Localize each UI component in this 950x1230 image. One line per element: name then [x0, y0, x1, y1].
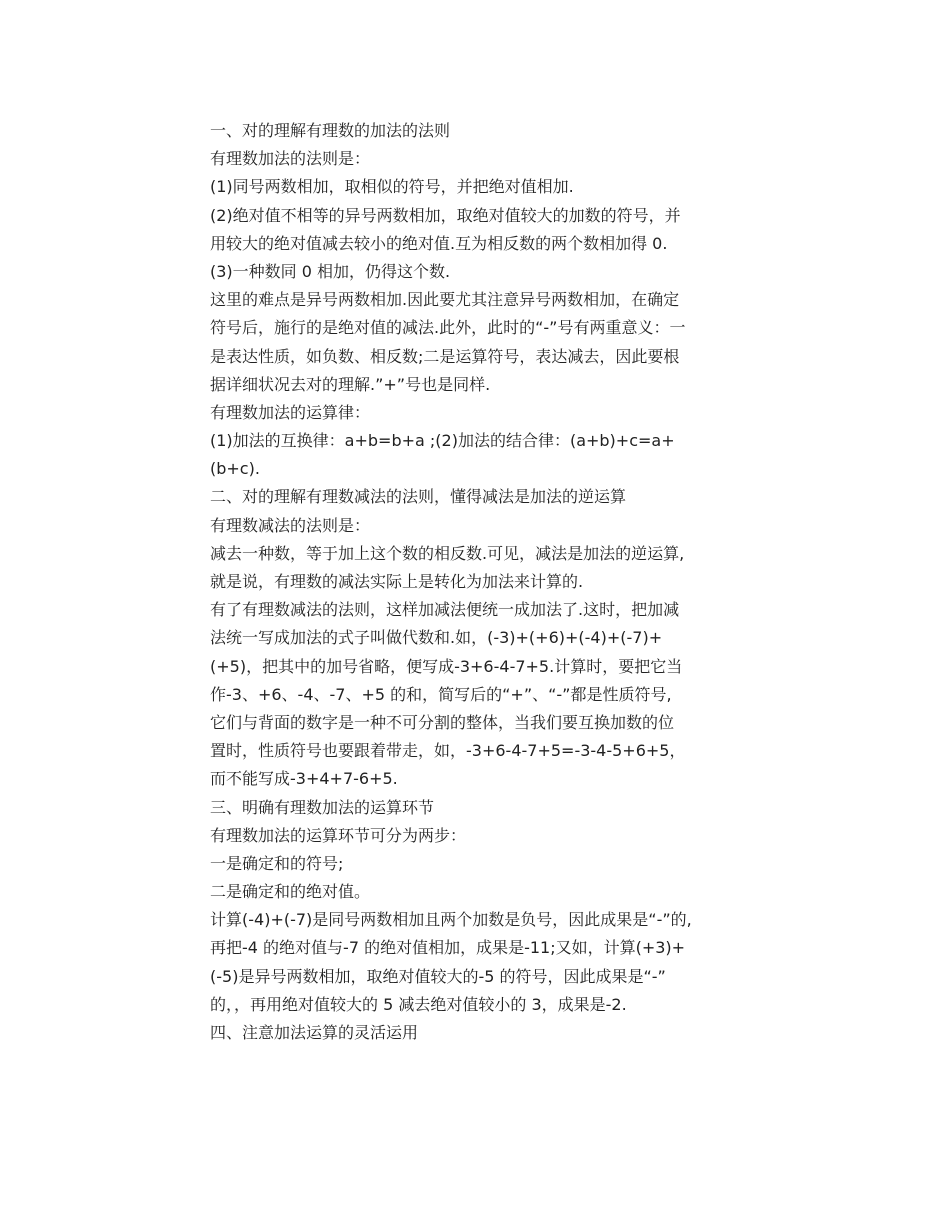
text-line: 有理数减法的法则是：: [210, 515, 371, 535]
text-line: 用较大的绝对值减去较小的绝对值.互为相反数的两个数相加得 0.: [210, 233, 668, 253]
text-line: (1)加法的互换律：a+b=b+a ;(2)加法的结合律：(a+b)+c=a+: [210, 431, 675, 451]
text-line: 减去一种数，等于加上这个数的相反数.可见，减法是加法的逆运算,: [210, 543, 685, 563]
text-line: (2)绝对值不相等的异号两数相加，取绝对值较大的加数的符号，并: [210, 205, 681, 225]
section-heading-2: 二、对的理解有理数减法的法则，懂得减法是加法的逆运算: [210, 487, 627, 507]
text-line: 有了有理数减法的法则，这样加减法便统一成加法了.这时，把加减: [210, 600, 680, 620]
text-line: 置时，性质符号也要跟着带走，如，-3+6-4-7+5=-3-4-5+6+5，: [210, 741, 686, 761]
text-line: 的，，再用绝对值较大的 5 减去绝对值较小的 3，成果是-2.: [210, 994, 627, 1014]
text-line: 据详细状况去对的理解.”+”号也是同样.: [210, 374, 491, 394]
text-line: 作-3、+6、-4、-7、+5 的和，简写后的“+”、“-”都是性质符号,: [210, 684, 672, 704]
text-line: 有理数加法的运算律：: [210, 402, 371, 422]
text-line: 而不能写成-3+4+7-6+5.: [210, 769, 398, 789]
text-line: (b+c).: [210, 459, 260, 479]
text-line: 是表达性质，如负数、相反数;二是运算符号，表达减去，因此要根: [210, 346, 680, 366]
text-line: 它们与背面的数字是一种不可分割的整体，当我们要互换加数的位: [210, 712, 675, 732]
section-heading-1: 一、对的理解有理数的加法的法则: [210, 121, 451, 140]
text-line: (1)同号两数相加，取相似的符号，并把绝对值相加.: [210, 177, 574, 197]
text-line: 计算(-4)+(-7)是同号两数相加且两个加数是负号，因此成果是“-”的,: [210, 910, 692, 930]
section-heading-3: 三、明确有理数加法的运算环节: [210, 797, 435, 817]
section-heading-4: 四、注意加法运算的灵活运用: [210, 1023, 419, 1042]
text-line: 有理数加法的运算环节可分为两步：: [210, 825, 467, 845]
text-line: 有理数加法的法则是：: [210, 149, 371, 169]
text-line: 符号后，施行的是绝对值的减法.此外，此时的“-”号有两重意义：一: [210, 318, 686, 338]
document-body: [210, 117, 755, 1047]
text-line: 二是确定和的绝对值。: [210, 882, 371, 902]
text-line: (3)一种数同 0 相加，仍得这个数.: [210, 261, 451, 281]
text-line: (+5)，把其中的加号省略，便写成-3+6-4-7+5.计算时，要把它当: [210, 656, 683, 676]
text-line: 再把-4 的绝对值与-7 的绝对值相加，成果是-11;又如，计算(+3)+: [210, 938, 686, 958]
text-line: (-5)是异号两数相加，取绝对值较大的-5 的符号，因此成果是“-”: [210, 966, 666, 986]
text-line: 法统一写成加法的式子叫做代数和.如，(-3)+(+6)+(-4)+(-7)+: [210, 628, 663, 648]
text-line: 就是说，有理数的减法实际上是转化为加法来计算的.: [210, 572, 584, 591]
text-line: 这里的难点是异号两数相加.因此要尤其注意异号两数相加，在确定: [210, 290, 680, 310]
text-line: 一是确定和的符号;: [210, 853, 344, 873]
